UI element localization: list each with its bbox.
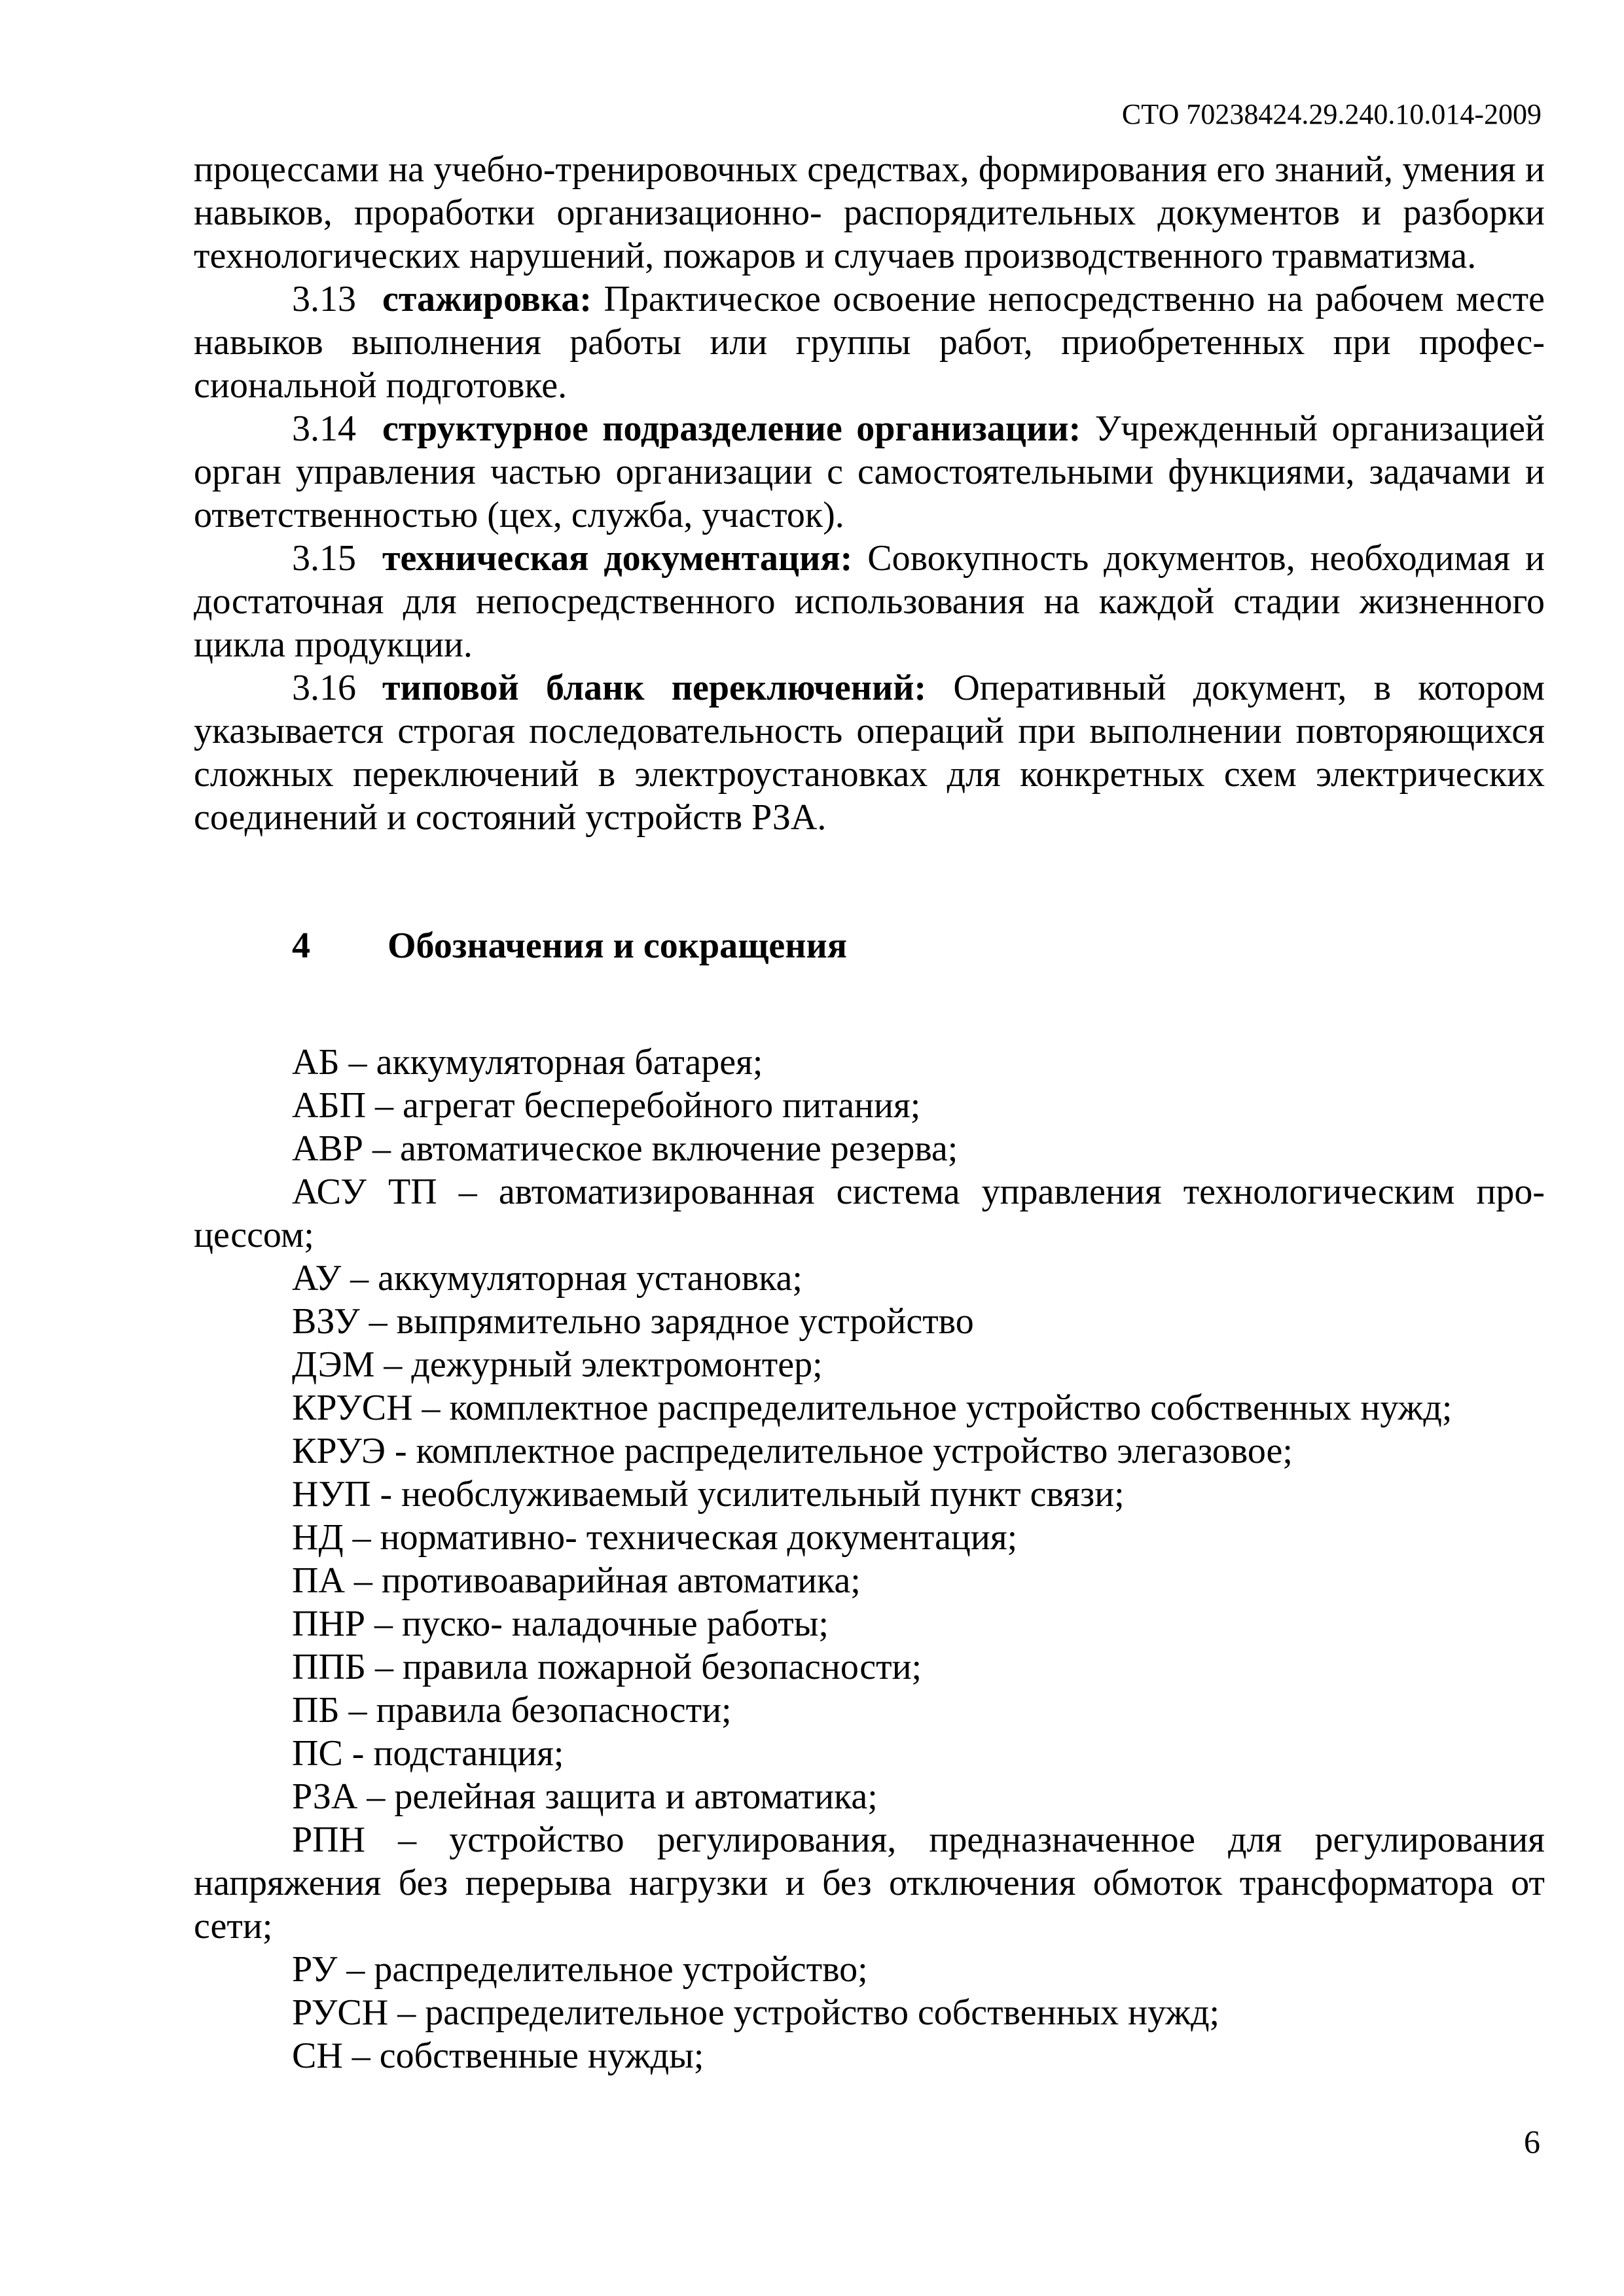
definition-term: структурное подразделение организации: <box>382 408 1081 449</box>
list-item: КРУЭ - комплектное распределительное устройство элегазовое; <box>292 1431 1293 1471</box>
list-item: НУП - необслуживаемый усилительный пункт связи; <box>292 1474 1125 1515</box>
intro-paragraph: процессами на учебно-тренировочных средствах, формирования его знаний, умения и навыков, проработки организационно- распорядительных документов и разборки технологических нарушений, пожаров и случаев производственного травматизма. <box>194 149 1545 276</box>
list-item: АСУ ТП – автоматизированная система управления технологическим процессом; <box>194 1172 1545 1255</box>
definition-number: 3.14 <box>292 408 356 449</box>
list-item: АБП – агрегат бесперебойного питания; <box>292 1085 921 1126</box>
document-code-header: СТО 70238424.29.240.10.014-2009 <box>1121 98 1542 130</box>
list-item: ПС - подстанция; <box>292 1733 564 1774</box>
list-item: ВЗУ – выпрямительно зарядное устройство <box>292 1301 974 1342</box>
definition-3-13 <box>194 278 1545 407</box>
list-item: ПБ – правила безопасности; <box>292 1690 732 1731</box>
list-item: РЗА – релейная защита и автоматика; <box>292 1776 878 1817</box>
list-item: ПНР – пуско- наладочные работы; <box>292 1604 829 1644</box>
definition-text: Совокупность документов, необходимая и достаточная для непосредственного использования на каждой стадии жизненного цикла продукции. <box>194 538 1545 665</box>
definition-term: стажировка: <box>382 279 592 319</box>
list-item: РУ – распределительное устройство; <box>292 1949 868 1990</box>
section-title: Обозначения и сокращения <box>388 925 848 966</box>
definition-text: Учрежденный организацией орган управления частью организации с самостоятельными функциями, задачами и ответственностью (цех, служба, участок). <box>194 408 1545 535</box>
list-item: ППБ – правила пожарной безопасности; <box>292 1647 922 1687</box>
list-item: СН – собственные нужды; <box>292 2036 704 2076</box>
definition-number: 3.13 <box>292 279 356 319</box>
definition-text: Практическое освоение непосредственно на рабочем месте навыков выполнения работы или группы работ, приобретенных при профессиональной подготовке. <box>194 279 1545 406</box>
list-item: КРУСН – комплектное распределительное устройство собственных нужд; <box>292 1388 1453 1428</box>
document-body <box>194 148 1545 2077</box>
abbreviation-list <box>194 1041 1545 2077</box>
definition-3-14 <box>194 407 1545 537</box>
definition-3-15 <box>194 537 1545 666</box>
section-heading <box>194 924 1545 967</box>
list-item: АВР – автоматическое включение резерва; <box>292 1128 958 1169</box>
list-item: ПА – противоаварийная автоматика; <box>292 1560 861 1601</box>
definition-number: 3.15 <box>292 538 356 579</box>
list-item: РУСН – распределительное устройство собственных нужд; <box>292 1992 1220 2033</box>
list-item: ДЭМ – дежурный электромонтер; <box>292 1344 823 1385</box>
list-item: НД – нормативно- техническая документация; <box>292 1517 1018 1558</box>
list-item: РПН – устройство регулирования, предназначенное для регулирования напряжения без перерыва нагрузки и без отключения обмоток трансформатора от сети; <box>194 1820 1545 1946</box>
definition-term: техническая документация: <box>382 538 853 579</box>
page-number: 6 <box>1524 2123 1540 2160</box>
section-number: 4 <box>292 925 310 966</box>
definition-term: типовой бланк переключений: <box>382 668 927 708</box>
definition-3-16 <box>194 666 1545 839</box>
list-item: АБ – аккумуляторная батарея; <box>292 1042 763 1083</box>
list-item: АУ – аккумуляторная установка; <box>292 1258 803 1299</box>
definition-text: Оперативный документ, в котором указывается строгая последовательность операций при выполнении повторяющихся сложных переключений в электроустановках для конкретных схем электрических соединений и состояний устройств РЗА. <box>194 668 1545 838</box>
definition-number: 3.16 <box>292 668 356 708</box>
